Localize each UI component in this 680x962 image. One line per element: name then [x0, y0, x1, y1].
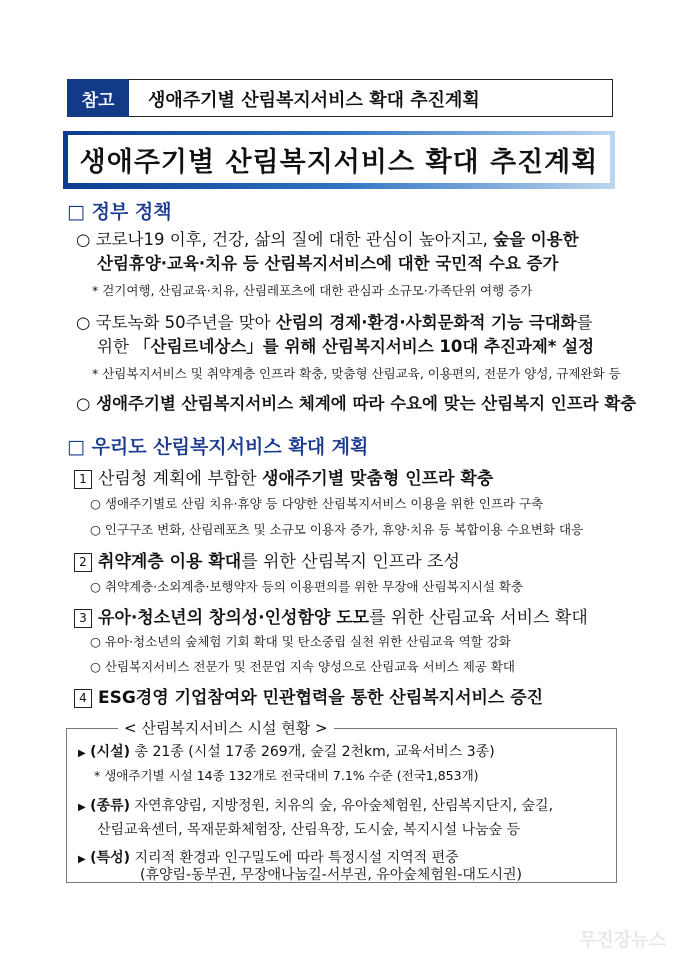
plan-item-3 — [74, 603, 588, 628]
plan-item-1 — [74, 464, 493, 489]
main-title: 생애주기별 산림복지서비스 확대 추진계획 — [79, 146, 599, 178]
item-number: 1 — [74, 470, 92, 489]
facilities-row-3-cont: (휴양림-동부권, 무장애나눔길-서부권, 유아숲체험원-대도시권) — [140, 867, 522, 883]
facilities-row-2-cont: 산림교육센터, 목재문화체험장, 산림욕장, 도시숲, 복지시설 나눔숲 등 — [97, 822, 521, 838]
plan-item-3-sub-1: ○ 유아·청소년의 숲체험 기회 확대 및 탄소중립 실천 위한 산림교육 역할 강화 — [90, 634, 511, 649]
text-bold: 유아·청소년의 창의성·인성함양 도모 — [98, 608, 370, 628]
facilities-label: < 산림복지서비스 시설 현황 > — [118, 717, 334, 738]
plan-item-3-sub-2: ○ 산림복지서비스 전문가 및 전문업 지속 양성으로 산림교육 서비스 제공 확대 — [90, 659, 515, 674]
item-number: 3 — [74, 609, 92, 628]
title-box — [68, 135, 610, 183]
policy-para-2-line-1 — [76, 311, 593, 335]
text: 자연휴양림, 지방정원, 치유의 숲, 유아숲체험원, 산림복지단지, 숲길, — [130, 798, 554, 814]
triangle-bullet-icon: ▶ — [78, 802, 86, 813]
policy-para-1-line-2 — [97, 252, 558, 276]
plan-item-1-sub-1: ○ 생애주기별로 산림 치유·휴양 등 다양한 산림복지서비스 이용을 위한 인프라 구축 — [90, 496, 544, 511]
watermark: 무진장뉴스 — [579, 930, 666, 951]
text-bold: ○ 생애주기별 산림복지서비스 체계에 따라 수요에 맞는 산림복지 인프라 확충 — [76, 394, 637, 413]
triangle-bullet-icon: ▶ — [78, 748, 86, 759]
item-number: 4 — [74, 689, 92, 708]
text-bold: ESG경영 기업참여와 민관협력을 통한 산림복지서비스 증진 — [98, 688, 544, 708]
plan-item-4 — [74, 683, 543, 708]
text-bold: (종류) — [90, 798, 131, 814]
reference-tag: 참고 — [67, 79, 129, 117]
policy-note-1: * 걷기여행, 산림교육·치유, 산림레포츠에 대한 관심과 소규모·가족단위 여행 증가 — [92, 283, 533, 298]
facilities-row-2 — [78, 795, 553, 815]
text: 지리적 환경과 인구밀도에 따라 특정시설 지역적 편중 — [130, 850, 459, 866]
plan-item-2 — [74, 547, 460, 572]
policy-para-3 — [76, 392, 636, 416]
text-bold: (시설) — [90, 744, 131, 760]
text-bold: 「산림르네상스」를 위해 산림복지서비스 10대 추진과제* 설정 — [134, 337, 595, 356]
header-title: 생애주기별 산림복지서비스 확대 추진계획 — [148, 90, 480, 111]
triangle-bullet-icon: ▶ — [78, 854, 86, 865]
text-bold: 산림휴양·교육·치유 등 산림복지서비스에 대한 국민적 수요 증가 — [97, 254, 559, 273]
policy-para-1-line-1 — [76, 228, 579, 252]
section-heading-plan: □ 우리도 산림복지서비스 확대 계획 — [67, 436, 369, 458]
text: ○ 국토녹화 50주년을 맞아 — [76, 313, 276, 332]
text: 총 21종 (시설 17종 269개, 숲길 2천km, 교육서비스 3종) — [130, 744, 495, 760]
text-bold: (특성) — [90, 850, 131, 866]
text: ○ 코로나19 이후, 건강, 삶의 질에 대한 관심이 높아지고, — [76, 230, 494, 249]
text: 를 위한 산림복지 인프라 조성 — [241, 552, 460, 572]
text: 산림청 계획에 부합한 — [98, 469, 263, 489]
text: 를 위한 산림교육 서비스 확대 — [369, 608, 588, 628]
text-bold: 생애주기별 맞춤형 인프라 확충 — [262, 469, 494, 489]
facilities-note: * 생애주기별 시설 14종 132개로 전국대비 7.1% 수준 (전국1,853개) — [94, 768, 479, 783]
policy-para-2-line-2 — [97, 335, 594, 359]
policy-note-2: * 산림복지서비스 및 취약계층 인프라 확충, 맞춤형 산림교육, 이용편의, 전문가 양성, 규제완화 등 — [92, 366, 621, 381]
text: 위한 — [97, 337, 135, 356]
text: 를 — [576, 313, 593, 332]
facilities-row-1 — [78, 741, 495, 761]
plan-item-1-sub-2: ○ 인구구조 변화, 산림레포츠 및 소규모 이용자 증가, 휴양·치유 등 복합이용 수요변화 대응 — [90, 522, 584, 537]
plan-item-2-sub-1: ○ 취약계층·소외계층·보행약자 등의 이용편의를 위한 무장애 산림복지시설 확충 — [90, 579, 524, 594]
text-bold: 산림의 경제·환경·사회문화적 기능 극대화 — [275, 313, 577, 332]
item-number: 2 — [74, 553, 92, 572]
text-bold: 취약계층 이용 확대 — [98, 552, 242, 572]
section-heading-policy: □ 정부 정책 — [67, 201, 172, 223]
text-bold: 숲을 이용한 — [493, 230, 579, 249]
